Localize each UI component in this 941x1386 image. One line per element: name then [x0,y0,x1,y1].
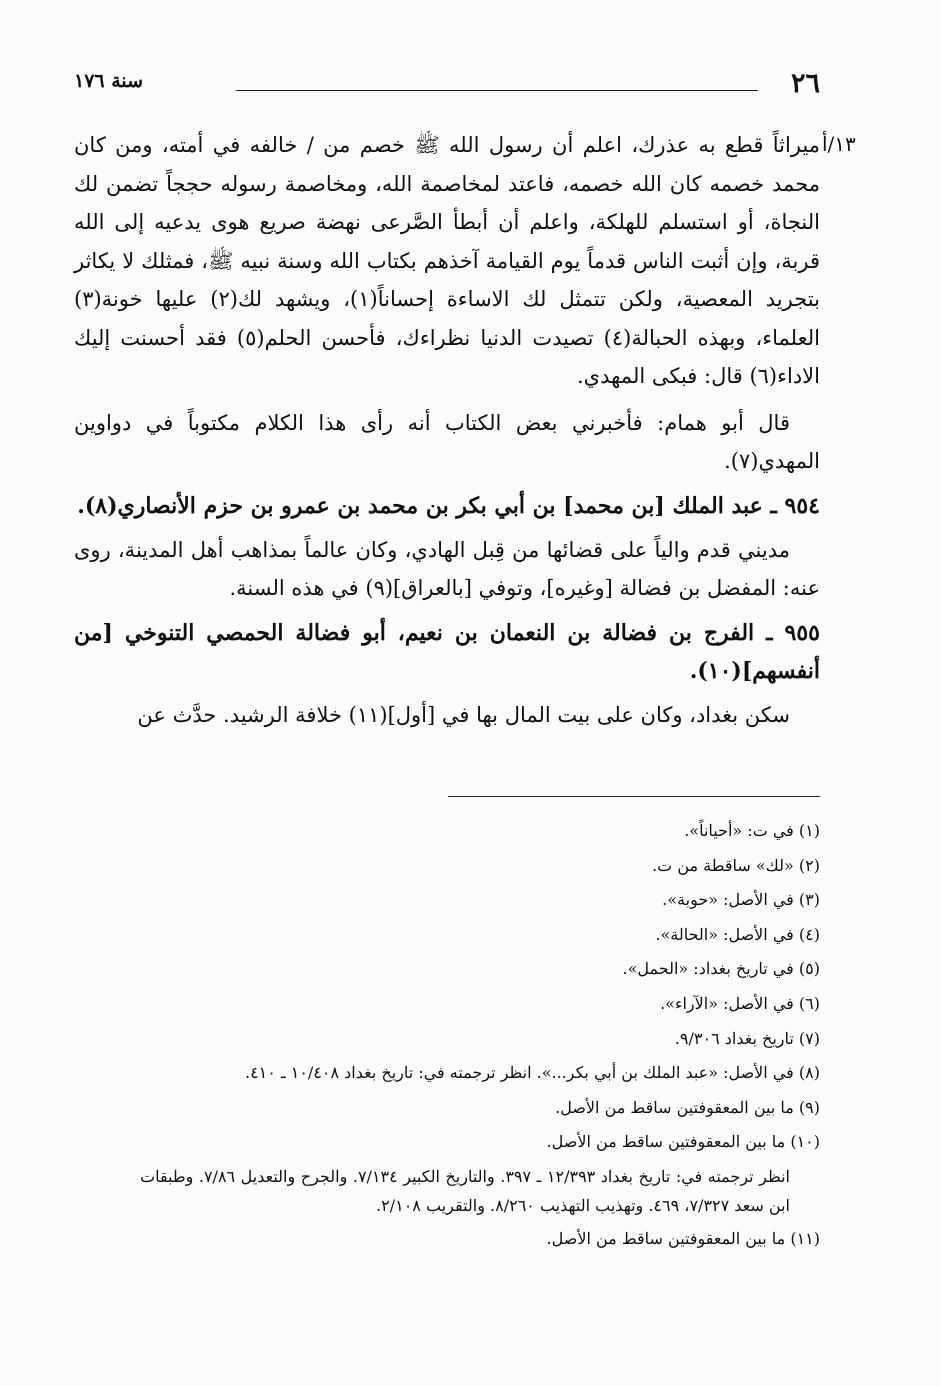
footnotes [140,814,820,1257]
entry-heading-954: ٩٥٤ ـ عبد الملك [بن محمد] بن أبي بكر بن محمد بن عمرو بن حزم الأنصاري(٨). [77,492,820,519]
main-text [74,126,820,734]
footnote-continuation-block [140,1162,820,1220]
footnote: (١) في ت: «أحياناً». [684,821,820,840]
paragraph-2: قال أبو همام: فأخبرني بعض الكتاب أنه رأى هذا الكلام مكتوباً في دواوين المهدي(٧). [74,410,820,473]
page-number: ٢٦ [790,68,820,99]
paragraph-4: سكن بغداد، وكان على بيت المال بها في [أول](١١) خلافة الرشيد. حدَّث عن [137,702,790,727]
manuscript-folio-ref: ١٣/أ [822,132,856,156]
paragraph-3: مديني قدم والياً على قضائها من قِبل الهادي، وكان عالماً بمذاهب أهل المدينة، روى عنه: المفضل بن فضالة [وغيره]، وتوفي [بالعراق](٩) في هذه السنة. [74,537,820,600]
footnote: (٩) ما بين المعقوفتين ساقط من الأصل. [555,1097,820,1117]
header-rule [236,90,758,91]
footnote: (٧) تاريخ بغداد ٩/٣٠٦. [674,1028,820,1048]
footnote: (٢) «لك» ساقطة من ت. [652,855,820,875]
running-head-year: سنة ١٧٦ [74,70,144,92]
footnote: (٣) في الأصل: «حوبة». [662,890,820,910]
paragraph-1: ميراثاً قطع به عذرك، اعلم أن رسول الله ﷺ خصم من / خالفه في أمته، ومن كان محمد خصمه كان الله خصمه، فاعتد لمخاصمة الله، ومخاصمة رسوله حججاً تضمن لك النجاة، أو استسلم للهلكة، واعلم أن أبطأ الصَّرعى نهضة صريع هوى يدعيه إلى الله قربة، وإن أثبت الناس قدماً يوم القيامة آخذهم بكتاب الله وسنة نبيه ﷺ، فمثلك لا يكاثر بتجريد المعصية، ولكن تتمثل لك الاساءة إحساناً(١)، ويشهد لك(٢) عليها خونة(٣) العلماء، وبهذه الحبالة(٤) تصيدت الدنيا نظراءك، فأحسن الحلم(٥) فقد أحسنت إليك الاداء(٦) قال: فبكى المهدي. [74,133,820,388]
footnote: (٥) في تاريخ بغداد: «الحمل». [622,959,820,979]
footnote-10-continuation: انظر ترجمته في: تاريخ بغداد ١٢/٣٩٣ ـ ٣٩٧. والتاريخ الكبير ٧/١٣٤. والجرح والتعديل ٧/٨٦. وطبقات ابن سعد ٧/٣٢٧، ٤٦٩. وتهذيب التهذيب ٨/٢٦٠. والتقريب ٢/١٠٨. [140,1166,790,1215]
footnote: (٤) في الأصل: «الحالة». [655,924,820,944]
page-header [74,66,820,106]
footnote: (٨) في الأصل: «عبد الملك بن أبي بكر...». انظر ترجمته في: تاريخ بغداد ١٠/٤٠٨ ـ ٤١٠. [244,1063,820,1083]
footnote: (٦) في الأصل: «الآراء». [660,993,820,1013]
footnote-rule [448,796,820,797]
footnote: (١١) ما بين المعقوفتين ساقط من الأصل. [546,1228,820,1248]
footnote: (١٠) ما بين المعقوفتين ساقط من الأصل. [546,1132,820,1152]
entry-heading-955: ٩٥٥ ـ الفرج بن فضالة بن النعمان بن نعيم، أبو فضالة الحمصي التنوخي [من أنفسهم](١٠). [74,619,820,684]
